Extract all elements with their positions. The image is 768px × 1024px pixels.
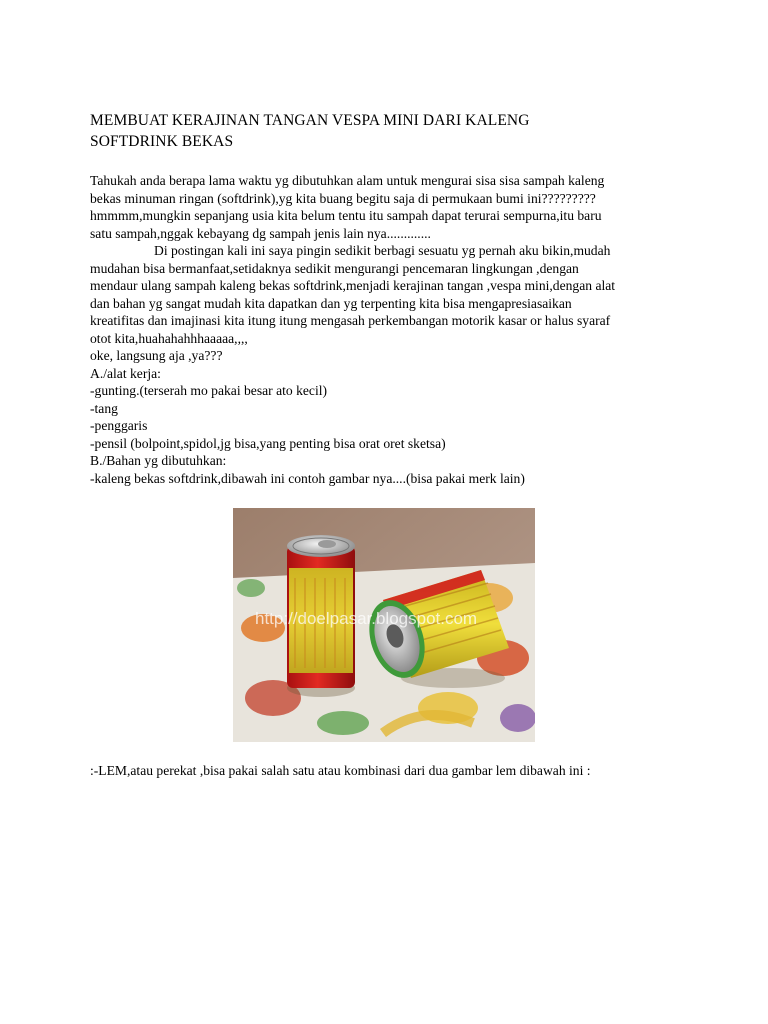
intro-line: Tahukah anda berapa lama waktu yg dibutuhkan alam untuk mengurai sisa sisa sampah kaleng [90, 173, 605, 188]
para2-first-line [90, 242, 690, 260]
document-title [90, 110, 690, 152]
softdrink-cans-photo [233, 508, 535, 742]
tool-item: -pensil (bolpoint,spidol,jg bisa,yang penting bisa orat oret sketsa) [90, 435, 446, 451]
title-line-2: SOFTDRINK BEKAS [90, 133, 234, 150]
tool-item: -gunting.(terserah mo pakai besar ato kecil) [90, 383, 328, 398]
para2-line: kreatifitas dan imajinasi kita itung itung mengasah perkembangan motorik kasar or halus syaraf [90, 313, 611, 328]
intro-line: hmmmm,mungkin sepanjang usia kita belum tentu itu sampah dapat terurai sempurna,itu baru [90, 208, 602, 223]
glue-line: :-LEM,atau perekat ,bisa pakai salah satu atau kombinasi dari dua gambar lem dibawah ini : [90, 763, 591, 778]
intro-line: bekas minuman ringan (softdrink),yg kita buang begitu saja di permukaan bumi ini????????? [90, 190, 596, 206]
document-body [90, 110, 690, 487]
intro-paragraph [90, 172, 690, 242]
tool-item: -tang [90, 400, 118, 416]
photo-watermark: http://doelpasar.blogspot.com [255, 609, 478, 628]
para2-line: mendaur ulang sampah kaleng bekas softdrink,menjadi kerajinan tangan ,vespa mini,dengan alat [90, 278, 616, 293]
tool-item: -penggaris [90, 418, 148, 433]
title-line-1: MEMBUAT KERAJINAN TANGAN VESPA MINI DARI KALENG [90, 112, 530, 129]
intro-line: satu sampah,nggak kebayang dg sampah jenis lain nya............. [90, 225, 431, 241]
materials-section [90, 452, 690, 487]
para2-line: dan bahan yg sangat mudah kita dapatkan dan yg terpenting kita bisa mengapresiasaikan [90, 295, 572, 311]
material-item: -kaleng bekas softdrink,dibawah ini contoh gambar nya....(bisa pakai merk lain) [90, 470, 525, 486]
tools-section [90, 365, 690, 453]
second-paragraph [90, 242, 690, 365]
section-b-heading: B./Bahan yg dibutuhkan: [90, 453, 227, 468]
para2-line: otot kita,huahahahhhaaaaa,,,, [90, 330, 248, 346]
para2-line: oke, langsung aja ,ya??? [90, 348, 223, 363]
para2-first-text: Di postingan kali ini saya pingin sedikit berbagi sesuatu yg pernah aku bikin,mudah [154, 243, 611, 258]
section-a-heading: A./alat kerja: [90, 365, 161, 381]
para2-line: mudahan bisa bermanfaat,setidaknya sedikit mengurangi pencemaran lingkungan ,dengan [90, 260, 579, 276]
